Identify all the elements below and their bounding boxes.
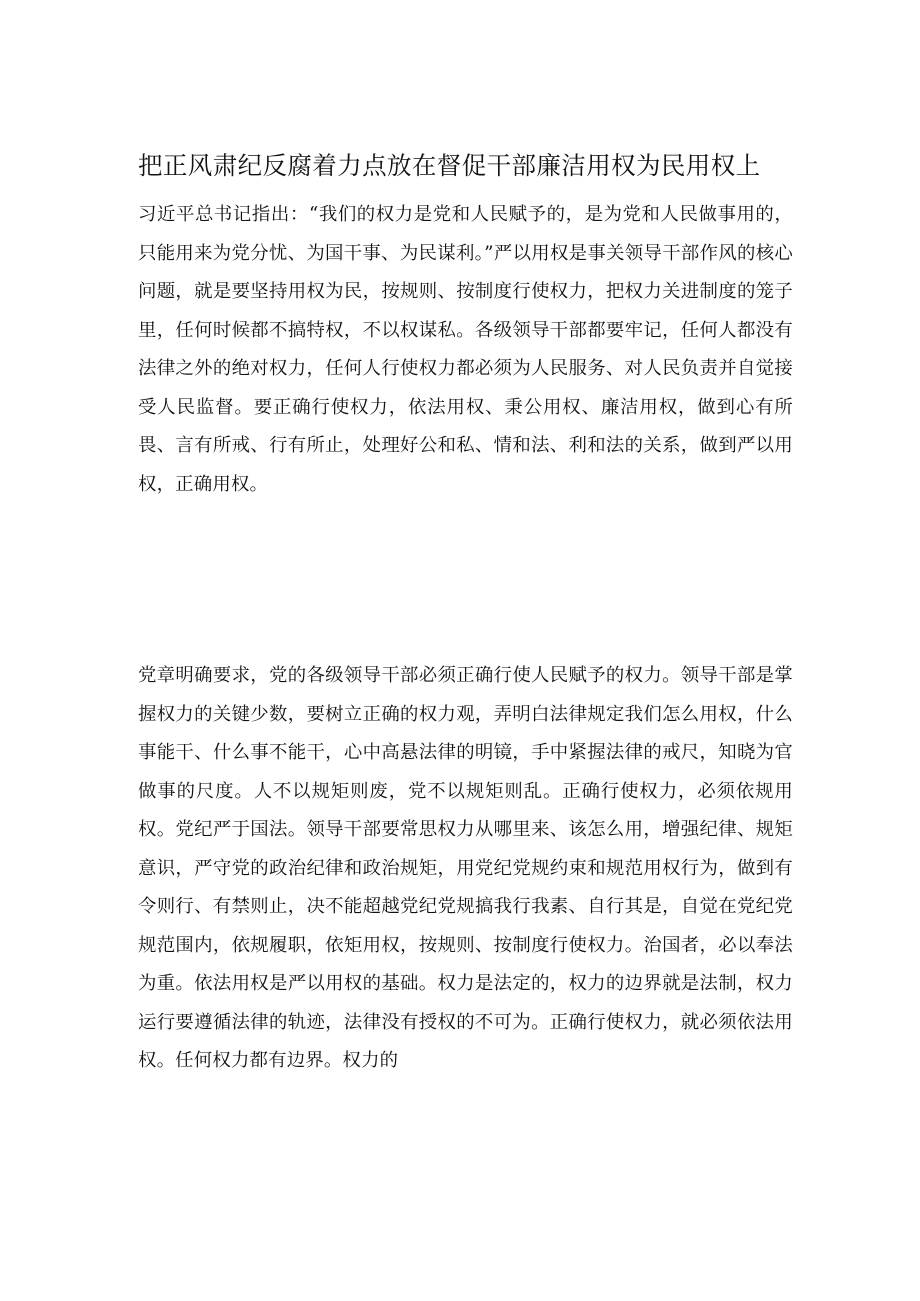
document-title: 把正风肃纪反腐着力点放在督促干部廉洁用权为民用权上 <box>138 151 761 180</box>
paragraph-2: 党章明确要求，党的各级领导干部必须正确行使人民赋予的权力。领导干部是掌握权力的关键少数，要树立正确的权力观，弄明白法律规定我们怎么用权，什么事能干、什么事不能干，心中高悬法律的明镜，手中紧握法律的戒尺，知晓为官做事的尺度。人不以规矩则废，党不以规矩则乱。正确行使权力，必须依规用权。党纪严于国法。领导干部要常思权力从哪里来、该怎么用，增强纪律、规矩意识，严守党的政治纪律和政治规矩，用党纪党规约束和规范用权行为，做到有令则行、有禁则止，决不能超越党纪党规搞我行我素、自行其是，自觉在党纪党规范围内，依规履职，依矩用权，按规则、按制度行使权力。治国者，必以奉法为重。依法用权是严以用权的基础。权力是法定的，权力的边界就是法制，权力运行要遵循法律的轨迹，法律没有授权的不可为。正确行使权力，就必须依法用权。任何权力都有边界。权力的 <box>138 665 793 1071</box>
paragraph-1: 习近平总书记指出：“我们的权力是党和人民赋予的，是为党和人民做事用的，只能用来为党分忧、为国干事、为民谋利。”严以用权是事关领导干部作风的核心问题，就是要坚持用权为民，按规则、按制度行使权力，把权力关进制度的笼子里，任何时候都不搞特权，不以权谋私。各级领导干部都要牢记，任何人都没有法律之外的绝对权力，任何人行使权力都必须为人民服务、对人民负责并自觉接受人民监督。要正确行使权力，依法用权、秉公用权、廉洁用权，做到心有所畏、言有所戒、行有所止，处理好公和私、情和法、利和法的关系，做到严以用权，正确用权。 <box>138 204 793 495</box>
